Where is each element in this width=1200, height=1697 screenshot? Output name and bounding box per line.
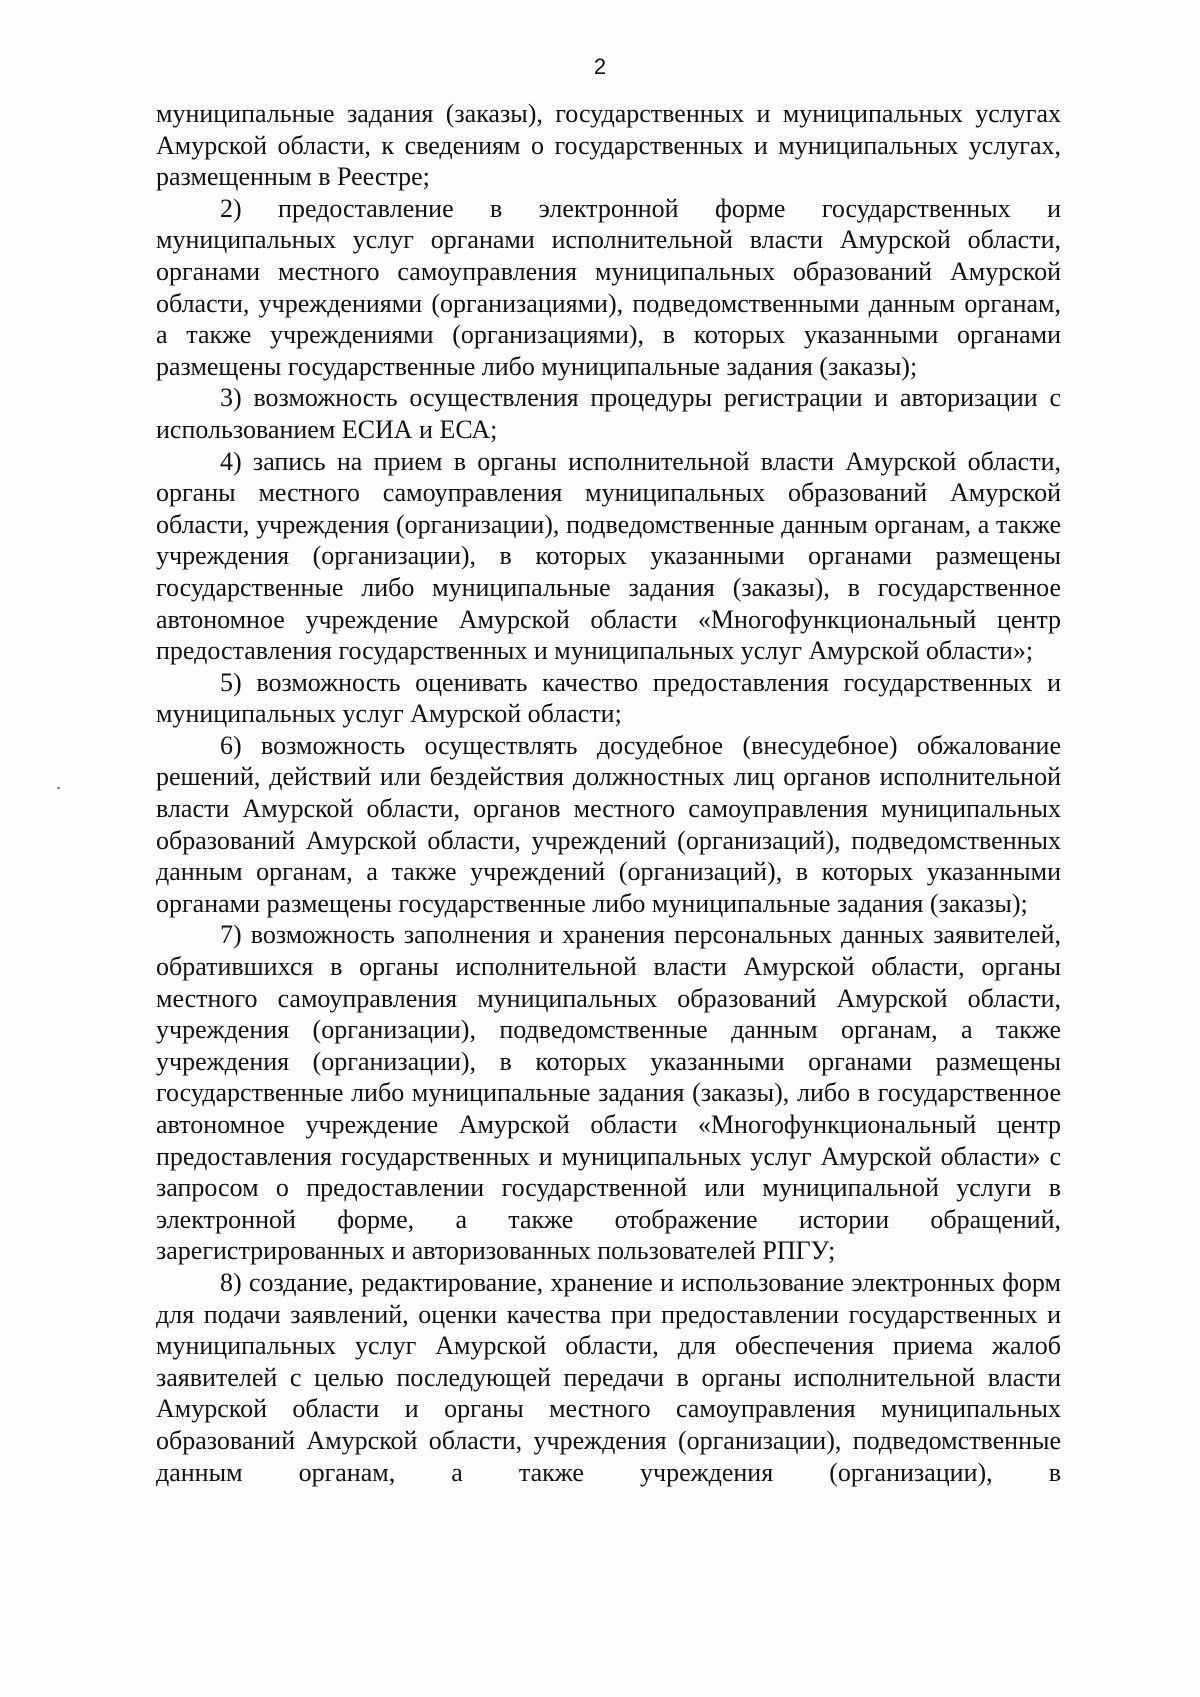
paragraph-continuation: муниципальные задания (заказы), государственных и муниципальных услугах Амурской области, к сведениям о государственных и муниципальных услугах, размещенным в Реестре; <box>156 99 1061 192</box>
list-item-8: 8) создание, редактирование, хранение и использование электронных форм для подачи заявлений, оценки качества при предоставлении государственных и муниципальных услуг Амурской области, для обеспечения приема жалоб заявителей с целью последующей передачи в органы исполнительной власти Амурской области и органы местного самоуправления муниципальных образований Амурской области, учреждения (организации), подведомственные данным органам, а также учреждения (организации), в <box>156 1267 1061 1487</box>
list-item-2: 2) предоставление в электронной форме государственных и муниципальных услуг органами исполнительной власти Амурской области, органами местного самоуправления муниципальных образований Амурской области, учреждениями (организациями), подведомственными данным органам, а также учреждениями (организациями), в которых указанными органами размещены государственные либо муниципальные задания (заказы); <box>156 193 1061 381</box>
list-item-6: 6) возможность осуществлять досудебное (внесудебное) обжалование решений, действий или бездействия должностных лиц органов исполнительной власти Амурской области, органов местного самоуправления муниципальных образований Амурской области, учреждений (организаций), подведомственных данным органам, а также учреждений (организаций), в которых указанными органами размещены государственные либо муниципальные задания (заказы); <box>156 730 1061 918</box>
list-item-5: 5) возможность оценивать качество предоставления государственных и муниципальных услуг Амурской области; <box>156 667 1061 729</box>
document-body <box>156 98 1061 1488</box>
list-item-3: 3) возможность осуществления процедуры регистрации и авторизации с использованием ЕСИА и ЕСА; <box>156 383 1061 444</box>
list-item-4: 4) запись на прием в органы исполнительной власти Амурской области, органы местного самоуправления муниципальных образований Амурской области, учреждения (организации), подведомственные данным органам, а также учреждения (организации), в которых указанными органами размещены государственные либо муниципальные задания (заказы), в государственное автономное учреждение Амурской области «Многофункциональный центр предоставления государственных и муниципальных услуг Амурской области»; <box>156 446 1061 666</box>
list-item-7: 7) возможность заполнения и хранения персональных данных заявителей, обратившихся в органы исполнительной власти Амурской области, органы местного самоуправления муниципальных образований Амурской области, учреждения (организации), подведомственные данным органам, а также учреждения (организации), в которых указанными органами размещены государственные либо муниципальные задания (заказы), либо в государственное автономное учреждение Амурской области «Многофункциональный центр предоставления государственных и муниципальных услуг Амурской области» с запросом о предоставлении государственной или муниципальной услуги в электронной форме, а также отображение истории обращений, зарегистрированных и авторизованных пользователей РПГУ; <box>156 920 1061 1266</box>
page-number: 2 <box>593 54 607 79</box>
scan-artifact-dot <box>57 787 60 789</box>
